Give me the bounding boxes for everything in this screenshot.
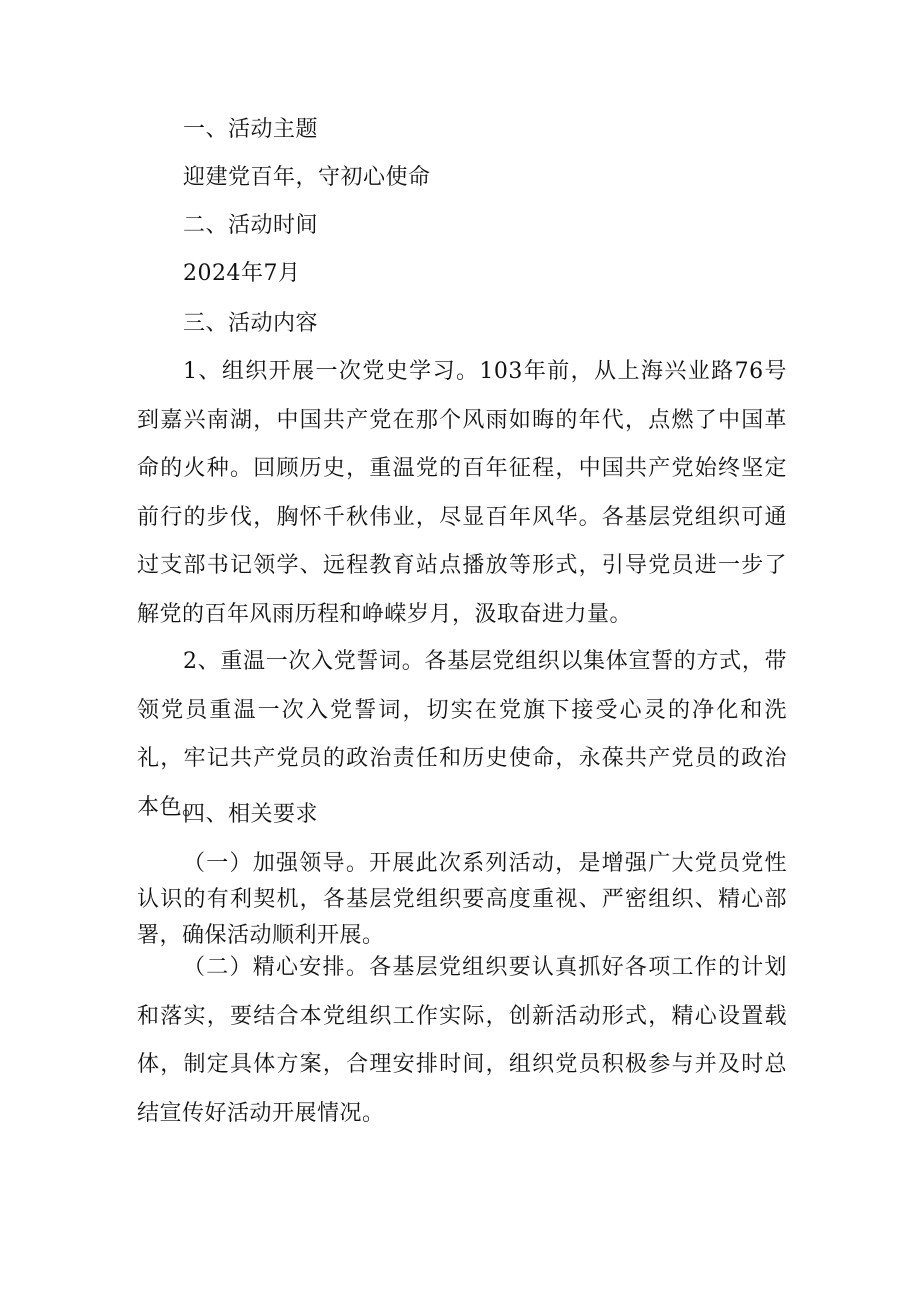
section-heading-theme: 一、活动主题 <box>183 117 319 142</box>
section-heading-requirements: 四、相关要求 <box>183 802 319 827</box>
content-item-2: 2、重温一次入党誓词。各基层党组织以集体宣誓的方式，带领党员重温一次入党誓词，切实在党旗下接受心灵的净化和洗礼，牢记共产党员的政治责任和历史使命，永葆共产党员的政治本色。 <box>137 649 787 820</box>
requirement-2: （二）精心安排。各基层党组织要认真抓好各项工作的计划和落实，要结合本党组织工作实际，创新活动形式，精心设置载体，制定具体方案，合理安排时间，组织党员积极参与并及时总结宣传好活动开展情况。 <box>137 955 787 1126</box>
section-heading-content: 三、活动内容 <box>183 311 319 336</box>
activity-time: 2024年7月 <box>183 261 301 286</box>
section-heading-time: 二、活动时间 <box>183 213 319 238</box>
content-item-1: 1、组织开展一次党史学习。103年前，从上海兴业路76号到嘉兴南湖，中国共产党在那个风雨如晦的年代，点燃了中国革命的火种。回顾历史，重温党的百年征程，中国共产党始终坚定前行的步伐，胸怀千秋伟业，尽显百年风华。各基层党组织可通过支部书记领学、远程教育站点播放等形式，引导党员进一步了解党的百年风雨历程和峥嵘岁月，汲取奋进力量。 <box>137 359 787 627</box>
activity-theme: 迎建党百年，守初心使命 <box>183 165 431 190</box>
requirement-1: （一）加强领导。开展此次系列活动，是增强广大党员党性认识的有利契机，各基层党组织要高度重视、严密组织、精心部署，确保活动顺利开展。 <box>137 851 787 948</box>
